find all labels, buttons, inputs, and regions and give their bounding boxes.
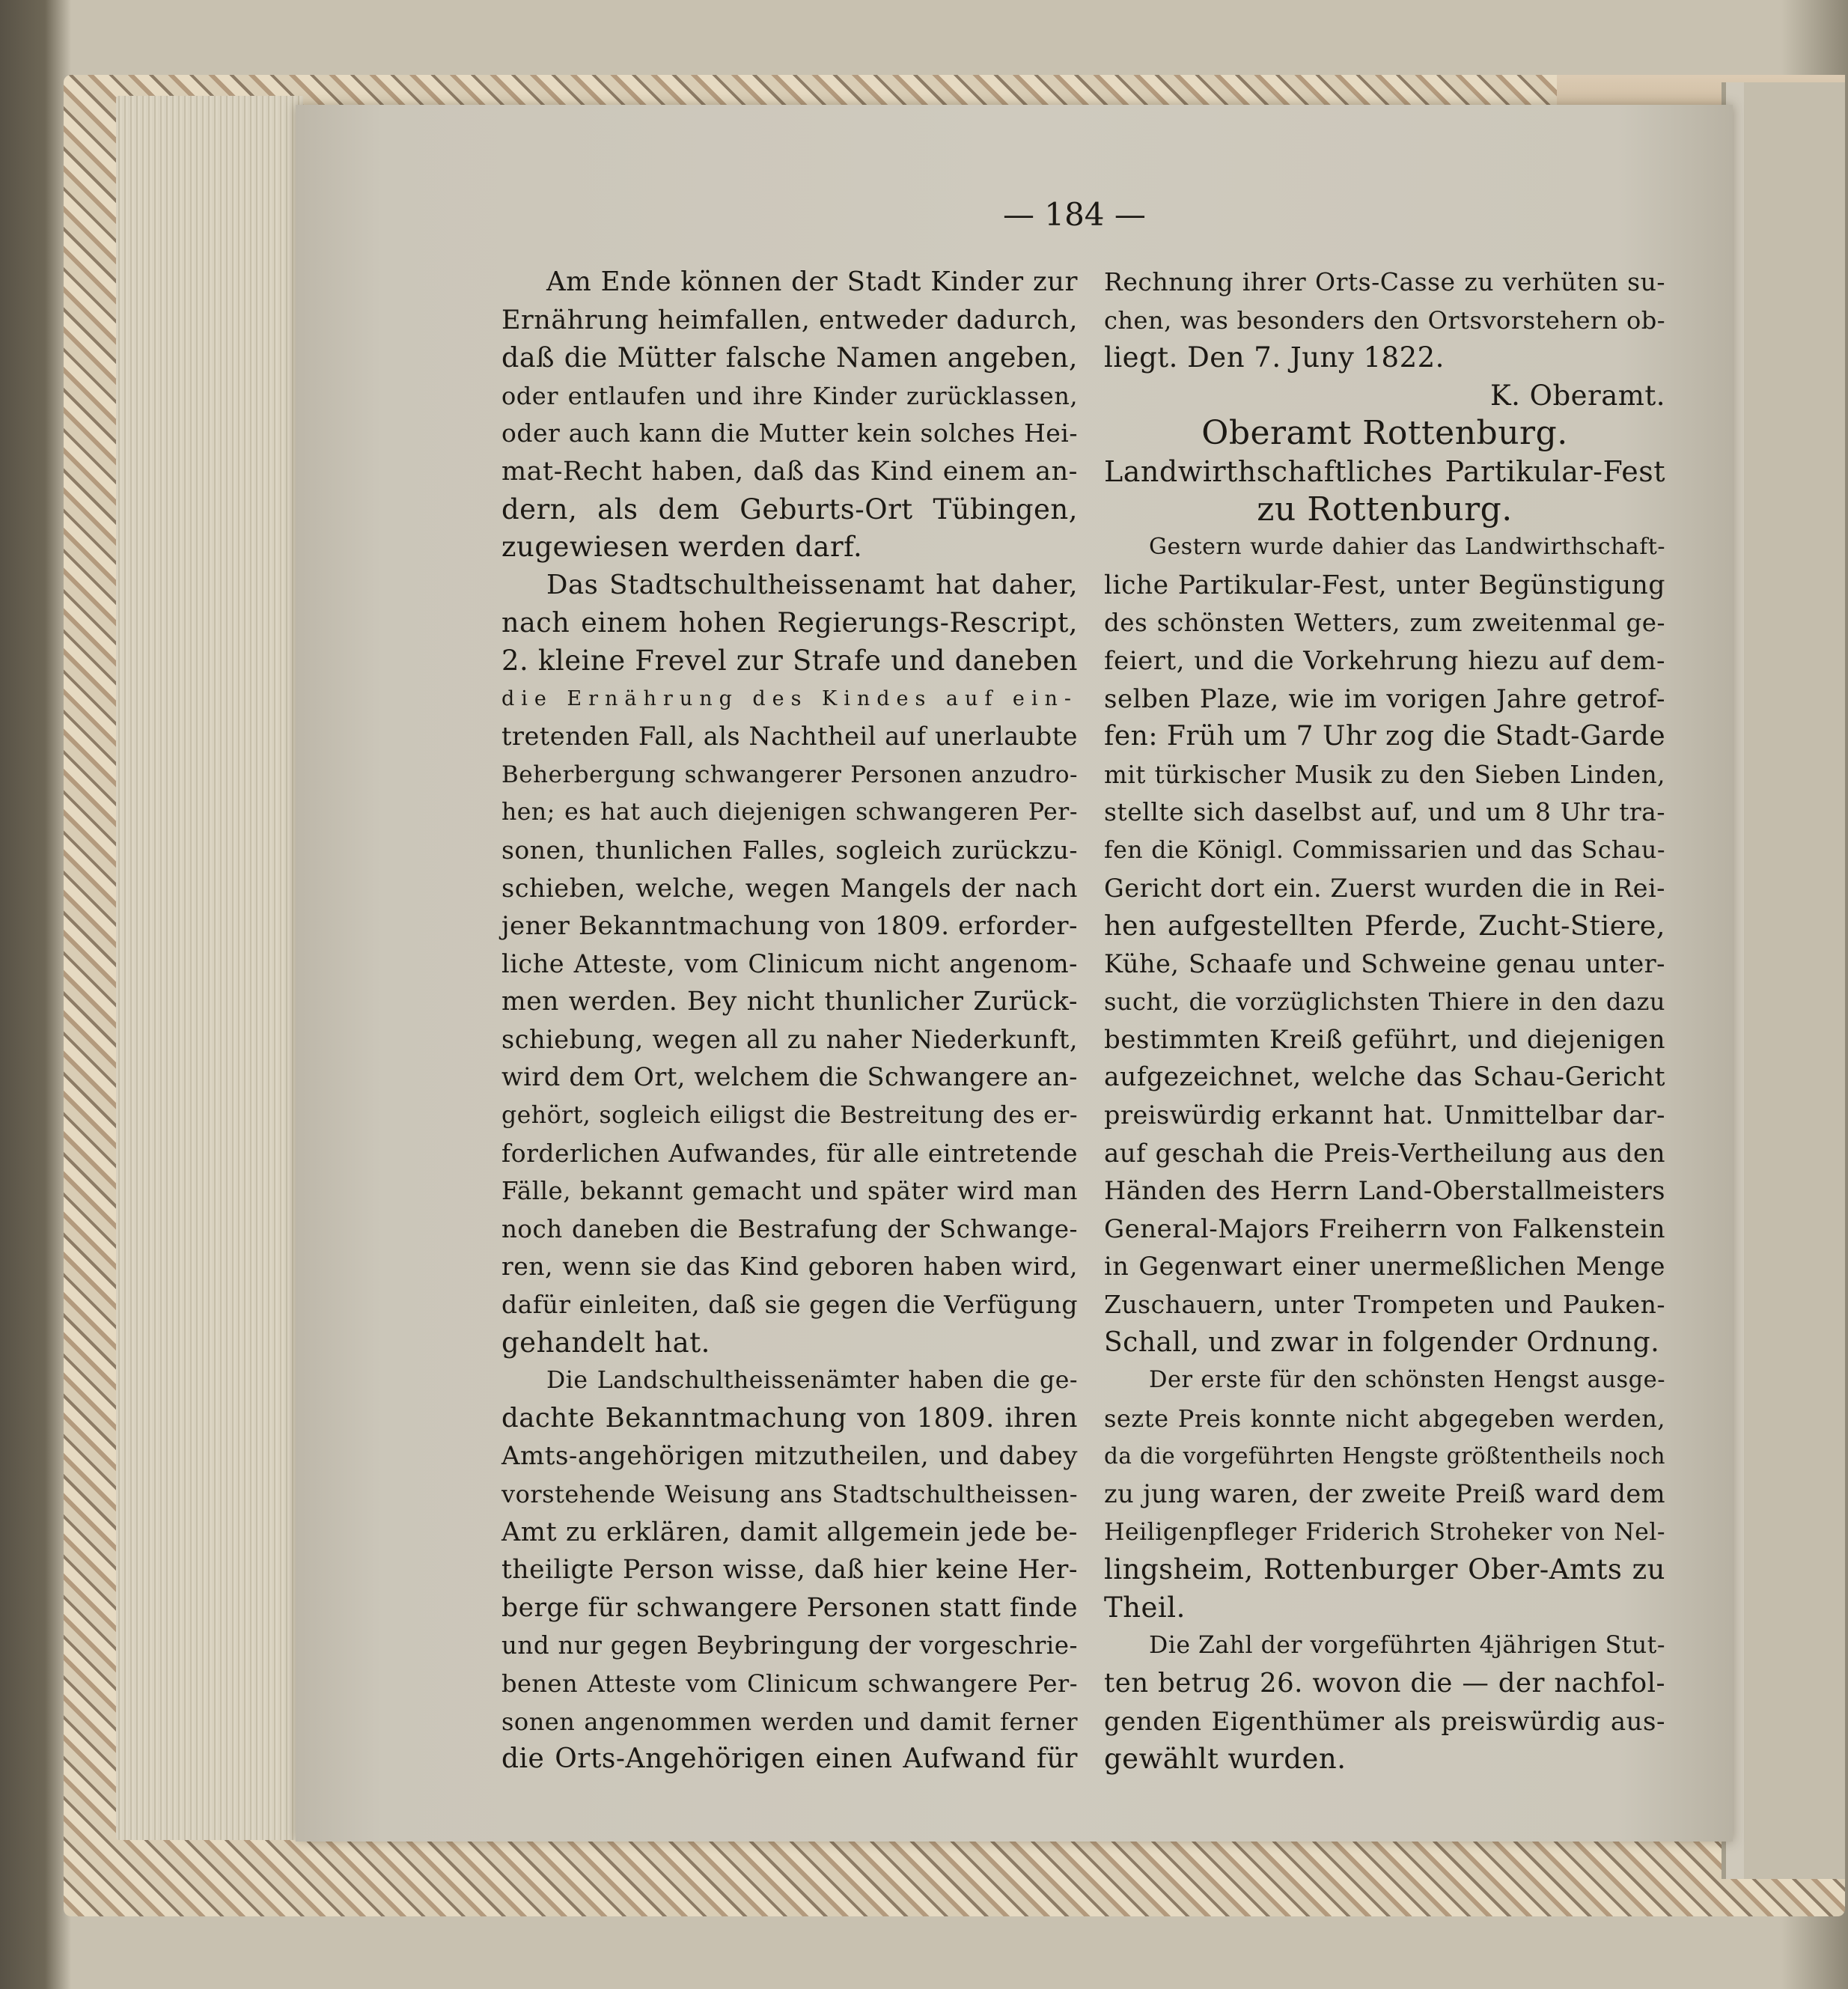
right-column-line: auf geschah die Preis-Vertheilung aus den	[1104, 1138, 1665, 1169]
left-column-line: Das Stadtschultheissenamt hat daher,	[546, 569, 1078, 600]
left-column-line: gehandelt hat.	[501, 1326, 710, 1359]
left-column-line: Amt zu erklären, damit allgemein jede be-	[501, 1517, 1078, 1547]
left-column-line: dern, als dem Geburts-Ort Tübingen,	[501, 493, 1078, 526]
right-column-line: ten betrug 26. wovon die — der nachfol-	[1104, 1667, 1665, 1699]
left-column-line: noch daneben die Bestrafung der Schwange-	[501, 1214, 1078, 1243]
right-column-line: Schall, und zwar in folgender Ordnung.	[1104, 1326, 1660, 1358]
left-column-line: dachte Bekanntmachung von 1809. ihren	[501, 1402, 1078, 1434]
left-column-line: Die Landschultheissenämter haben die ge-	[546, 1367, 1078, 1395]
right-column-line: Kühe, Schaafe und Schweine genau unter-	[1104, 948, 1665, 978]
right-text-column	[1104, 264, 1665, 1779]
left-column-line: theiligte Person wisse, daß hier keine Her-	[501, 1555, 1078, 1586]
left-column-line: zugewiesen werden darf.	[501, 531, 863, 564]
right-column-line: sucht, die vorzüglichsten Thiere in den dazu	[1104, 987, 1665, 1017]
left-column-line: die Ernährung des Kindes auf ein-	[501, 686, 1078, 710]
right-column-line: selben Plaze, wie im vorigen Jahre getrof-	[1104, 683, 1665, 714]
left-column-line: Fälle, bekannt gemacht und später wird man	[501, 1177, 1078, 1206]
left-column-line: ren, wenn sie das Kind geboren haben wird,	[501, 1252, 1078, 1282]
right-column-line: preiswürdig erkannt hat. Unmittelbar dar-	[1104, 1100, 1665, 1130]
right-column-line: Die Zahl der vorgeführten 4jährigen Stut-	[1149, 1632, 1665, 1660]
right-column-line: stellte sich daselbst auf, und um 8 Uhr tra-	[1104, 797, 1665, 827]
left-column-line: men werden. Bey nicht thunlicher Zurück-	[501, 987, 1078, 1017]
right-column-line: hen aufgestellten Pferde, Zucht-Stiere,	[1104, 910, 1665, 942]
left-column-line: berge für schwangere Personen statt finde	[501, 1592, 1078, 1623]
right-column-line: aufgezeichnet, welche das Schau-Gericht	[1104, 1062, 1665, 1093]
left-column-line: hen; es hat auch diejenigen schwangeren Per-	[501, 799, 1078, 826]
left-column-line: schieben, welche, wegen Mangels der nach	[501, 873, 1078, 903]
left-column-line: Ernährung heimfallen, entweder dadurch,	[501, 305, 1078, 335]
left-column-line: oder entlaufen und ihre Kinder zurücklassen,	[501, 381, 1078, 410]
right-column-line: zu Rottenburg.	[1257, 490, 1513, 529]
left-column-line: sonen angenommen werden und damit ferner	[501, 1707, 1078, 1736]
left-column-line: und nur gegen Beybringung der vorgeschrie-	[501, 1631, 1078, 1660]
right-column-line: General-Majors Freiherrn von Falkenstein	[1104, 1213, 1665, 1244]
left-column-line: dafür einleiten, daß sie gegen die Verfügung	[501, 1290, 1078, 1320]
right-column-line: Oberamt Rottenburg.	[1201, 414, 1568, 453]
right-column-line: Landwirthschaftliches Partikular-Fest	[1104, 454, 1665, 488]
left-column-line: jener Bekanntmachung von 1809. erforder-	[501, 911, 1078, 942]
right-column-line: liegt. Den 7. Juny 1822.	[1104, 341, 1445, 374]
right-column-line: Rechnung ihrer Orts-Casse zu verhüten su-	[1104, 267, 1665, 296]
left-column-line: forderlichen Aufwandes, für alle eintretende	[501, 1138, 1078, 1168]
right-column-line: mit türkischer Musik zu den Sieben Linden,	[1104, 760, 1665, 789]
left-column-line: schiebung, wegen all zu naher Niederkunft,	[501, 1024, 1078, 1054]
right-column-line: liche Partikular-Fest, unter Begünstigung	[1104, 570, 1665, 600]
right-column-line: fen: Früh um 7 Uhr zog die Stadt-Garde	[1104, 721, 1666, 752]
right-column-line: des schönsten Wetters, zum zweitenmal ge-	[1104, 609, 1665, 638]
left-column-line: sonen, thunlichen Falles, sogleich zurückzu-	[501, 835, 1078, 865]
left-column-line: liche Atteste, vom Clinicum nicht angenom-	[501, 948, 1078, 978]
left-column-line: mat-Recht haben, daß das Kind einem an-	[501, 456, 1078, 487]
right-column-line: Heiligenpfleger Friderich Stroheker von Nel-	[1104, 1518, 1665, 1546]
right-column-line: zu jung waren, der zweite Preiß ward dem	[1104, 1479, 1665, 1508]
left-column-line: tretenden Fall, als Nachtheil auf unerlaubte	[501, 722, 1078, 752]
left-column-line: benen Atteste vom Clinicum schwangere Per-	[501, 1669, 1078, 1698]
right-column-line: chen, was besonders den Ortsvorstehern ob-	[1104, 305, 1665, 335]
left-column-line: daß die Mütter falsche Namen angeben,	[501, 341, 1078, 374]
right-column-line: K. Oberamt.	[1489, 379, 1665, 412]
left-text-column	[501, 264, 1078, 1779]
right-column-line: Händen des Herrn Land-Oberstallmeisters	[1104, 1176, 1665, 1206]
right-column-line: feiert, und die Vorkehrung hiezu auf dem-	[1104, 645, 1665, 676]
right-column-line: fen die Königl. Commissarien und das Schau-	[1104, 836, 1665, 864]
right-column-line: bestimmten Kreiß geführt, und diejenigen	[1104, 1024, 1665, 1055]
left-column-line: wird dem Ort, welchem die Schwangere an-	[501, 1062, 1078, 1092]
left-column-line: oder auch kann die Mutter kein solches Hei-	[501, 418, 1078, 448]
right-column-line: Theil.	[1104, 1591, 1186, 1624]
left-column-line: 2. kleine Frevel zur Strafe und daneben	[501, 644, 1078, 677]
right-column-line: Der erste für den schönsten Hengst ausge-	[1149, 1367, 1665, 1394]
left-column-line: gehört, sogleich eiligst die Bestreitung des er-	[501, 1102, 1078, 1130]
left-column-line: die Orts-Angehörigen einen Aufwand für	[501, 1743, 1078, 1775]
left-column-line: Beherbergung schwangerer Personen anzudro-	[501, 761, 1078, 788]
right-page-edge	[1722, 82, 1845, 1879]
right-column-line: lingsheim, Rottenburger Ober-Amts zu	[1104, 1553, 1665, 1586]
page-number: — 184 —	[1003, 196, 1146, 233]
right-column-line: sezte Preis konnte nicht abgegeben werden,	[1104, 1404, 1665, 1433]
right-column-line: Gestern wurde dahier das Landwirthschaft-	[1149, 534, 1665, 561]
right-column-line: Gericht dort ein. Zuerst wurden die in Rei-	[1104, 873, 1665, 903]
left-column-line: Amts-angehörigen mitzutheilen, und dabey	[501, 1441, 1078, 1472]
right-column-line: Zuschauern, unter Trompeten und Pauken-	[1104, 1290, 1665, 1320]
left-column-line: vorstehende Weisung ans Stadtschultheissen-	[501, 1480, 1078, 1508]
page-block-edge	[116, 96, 303, 1840]
left-column-line: Am Ende können der Stadt Kinder zur	[546, 266, 1078, 297]
left-column-line: nach einem hohen Regierungs-Rescript,	[501, 606, 1078, 639]
right-column-line: da die vorgeführten Hengste größtentheils noch	[1104, 1443, 1665, 1469]
right-column-line: genden Eigenthümer als preiswürdig aus-	[1104, 1706, 1665, 1737]
right-column-line: in Gegenwart einer unermeßlichen Menge	[1104, 1252, 1665, 1282]
right-column-line: gewählt wurden.	[1104, 1743, 1347, 1776]
